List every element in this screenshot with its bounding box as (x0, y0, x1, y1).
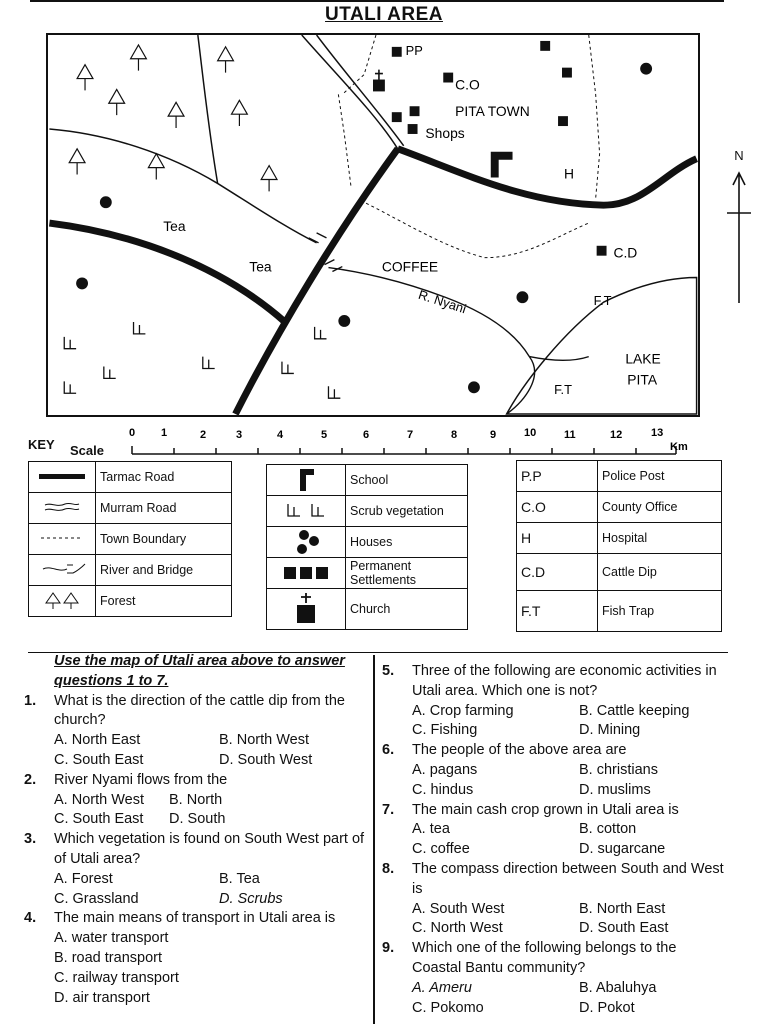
option[interactable]: D. sugarcane (579, 841, 666, 858)
option[interactable]: A. Forest (54, 870, 113, 887)
church-symbol (267, 589, 346, 630)
question-number: 6. (382, 742, 395, 759)
key-item: Murram Road (96, 493, 232, 524)
question-number: 1. (24, 692, 37, 709)
question-number: 2. (24, 771, 37, 788)
key-meaning: Fish Trap (598, 591, 722, 632)
question-1 (24, 692, 368, 771)
scale-unit: Km (670, 441, 688, 453)
scale-tick: 2 (200, 429, 207, 441)
scale-tick: 0 (129, 427, 136, 439)
option[interactable]: B. North West (219, 732, 309, 749)
questions-right (382, 662, 728, 1018)
question-number: 5. (382, 663, 395, 679)
option[interactable]: C. hindus (412, 781, 474, 798)
label-cd: C.D (613, 244, 638, 261)
key-abbr: H (517, 523, 598, 554)
option[interactable]: B. Tea (219, 870, 260, 887)
forest-symbol (29, 586, 96, 617)
option[interactable]: C. South East (54, 811, 144, 828)
map-title: UTALI AREA (325, 4, 443, 25)
option[interactable]: A. tea (412, 821, 450, 838)
key-item: Scrub vegetation (346, 496, 468, 527)
question-text: Which vegetation is found on South West part of of Utali area? (54, 831, 365, 867)
label-shops: Shops (425, 124, 465, 141)
label-tea-1: Tea (163, 217, 186, 234)
question-number: 3. (24, 831, 37, 848)
option[interactable]: D. South (169, 811, 226, 828)
question-text: The compass direction between South and West is (412, 860, 724, 897)
question-text: The people of the above area are (412, 742, 627, 759)
option[interactable]: A. Crop farming (412, 702, 514, 719)
option[interactable]: B. cotton (579, 821, 637, 838)
settlement-symbol (267, 558, 346, 589)
scale-tick: 7 (407, 429, 414, 441)
option[interactable]: B. road transport (54, 949, 162, 966)
question-6 (382, 741, 728, 800)
murram-road-symbol (29, 493, 96, 524)
label-ft-2: F.T (554, 382, 572, 398)
scale-tick: 9 (490, 429, 497, 441)
question-3 (24, 830, 368, 909)
key-abbr: C.O (517, 492, 598, 523)
key-meaning: Cattle Dip (598, 554, 722, 591)
option[interactable]: B. North East (579, 900, 666, 917)
scale-tick: 13 (651, 427, 664, 439)
compass-label: N (734, 148, 744, 163)
question-number: 9. (382, 940, 395, 957)
question-8 (382, 860, 728, 939)
label-lake: LAKE (625, 350, 661, 367)
question-number: 4. (24, 910, 37, 927)
key-abbr: F.T (517, 591, 598, 632)
option[interactable]: D. South West (219, 751, 313, 768)
question-text: River Nyami flows from the (54, 771, 228, 788)
option[interactable]: C. Pokomo (412, 999, 484, 1016)
option[interactable]: C. North West (412, 920, 503, 937)
label-pita-town: PITA TOWN (455, 103, 530, 120)
scale-tick: 10 (524, 427, 537, 439)
option[interactable]: C. coffee (412, 841, 470, 858)
scale-label: Scale (70, 443, 104, 458)
question-5 (382, 662, 728, 741)
utali-map (46, 33, 700, 417)
key-table-left (28, 461, 232, 617)
scrub-symbol (267, 496, 346, 527)
scale-tick: 3 (236, 429, 243, 441)
scale-tick: 8 (451, 429, 458, 441)
label-tea-2: Tea (249, 258, 272, 275)
question-2 (24, 771, 368, 830)
key-abbr: P.P (517, 461, 598, 492)
scale-tick: 12 (610, 429, 623, 441)
key-meaning: County Office (598, 492, 722, 523)
key-item: Permanent Settlements (346, 558, 468, 589)
town-boundary-symbol (29, 524, 96, 555)
option[interactable]: D. Scrubs (219, 890, 283, 907)
key-table-mid (266, 464, 468, 630)
question-7 (382, 801, 728, 860)
label-river: R. Nyani (416, 286, 469, 317)
key-item: Houses (346, 527, 468, 558)
option[interactable]: C. South East (54, 751, 144, 768)
key-abbr: C.D (517, 554, 598, 591)
question-number: 8. (382, 860, 395, 877)
key-label: KEY (28, 437, 55, 452)
question-9 (382, 939, 728, 1018)
question-4 (24, 909, 368, 1008)
key-item: Church (346, 589, 468, 630)
option[interactable]: A. North West (54, 791, 144, 808)
option[interactable]: D. Pokot (579, 999, 635, 1016)
key-item: Town Boundary (96, 524, 232, 555)
option[interactable]: B. christians (579, 761, 658, 778)
label-h: H (563, 165, 574, 182)
scale-tick: 4 (277, 429, 284, 441)
label-co: C.O (455, 76, 480, 93)
option[interactable]: D. air transport (54, 989, 150, 1006)
key-item: Forest (96, 586, 232, 617)
option[interactable]: A. Ameru (412, 979, 472, 996)
houses-symbol (267, 527, 346, 558)
scale-tick: 11 (564, 429, 576, 441)
key-item: River and Bridge (96, 555, 232, 586)
option[interactable]: B. North (169, 791, 223, 808)
instructions: Use the map of Utali area above to answer questions 1 to 7. (54, 653, 345, 689)
option[interactable]: A. water transport (54, 930, 169, 947)
key-meaning: Police Post (598, 461, 722, 492)
river-bridge-symbol (29, 555, 96, 586)
question-number: 7. (382, 801, 395, 818)
option[interactable]: B. Cattle keeping (579, 702, 690, 719)
questions-left (24, 652, 368, 1008)
key-meaning: Hospital (598, 523, 722, 554)
question-text: The main cash crop grown in Utali area is (412, 801, 679, 818)
question-text: The main means of transport in Utali area is (54, 910, 336, 927)
scale-tick: 1 (161, 427, 168, 439)
key-item: Tarmac Road (96, 462, 232, 493)
question-text: What is the direction of the cattle dip from the church? (54, 692, 345, 729)
scale-tick: 6 (363, 429, 370, 441)
label-pita: PITA (627, 371, 658, 388)
school-symbol (267, 465, 346, 496)
option[interactable]: D. Mining (579, 722, 641, 739)
key-table-right (516, 460, 722, 632)
option[interactable]: C. railway transport (54, 969, 179, 986)
key-item: School (346, 465, 468, 496)
label-ft-1: F.T (593, 293, 612, 309)
top-rule (30, 0, 724, 2)
north-arrow-icon (727, 148, 751, 308)
tarmac-road-symbol (29, 462, 96, 493)
option[interactable]: A. pagans (412, 761, 478, 778)
scale-tick: 5 (321, 429, 328, 441)
scale-bar (126, 424, 702, 458)
column-divider (373, 655, 375, 1024)
option[interactable]: A. North East (54, 732, 141, 749)
question-text: Which one of the following belongs to the Coastal Bantu community? (412, 940, 677, 976)
option[interactable]: D. muslims (579, 781, 651, 798)
option[interactable]: D. South East (579, 920, 669, 937)
option[interactable]: A. South West (412, 900, 505, 917)
label-pp: PP (405, 42, 423, 58)
label-coffee: COFFEE (381, 258, 439, 275)
option[interactable]: B. Abaluhya (579, 979, 657, 996)
option[interactable]: C. Fishing (412, 722, 478, 739)
question-text: Three of the following are economic activities in Utali area. Which one is not? (412, 663, 717, 699)
option[interactable]: C. Grassland (54, 890, 139, 907)
